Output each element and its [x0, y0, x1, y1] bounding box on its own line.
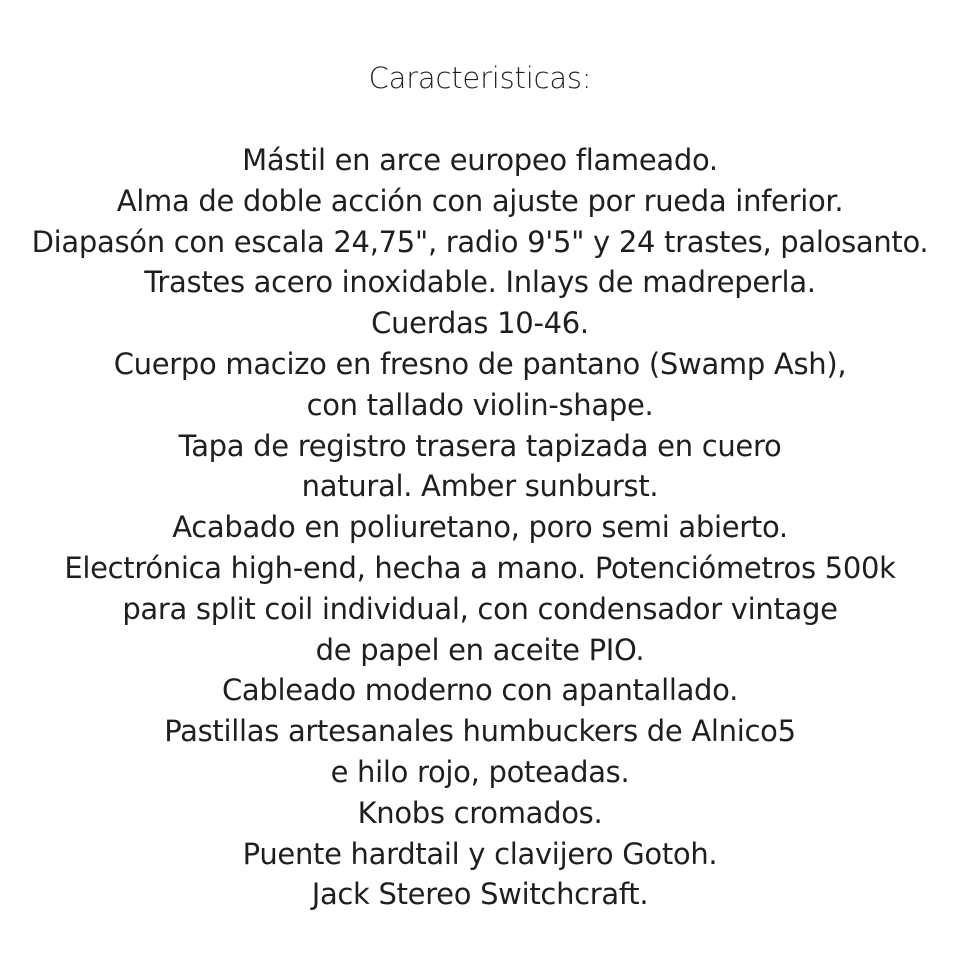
feature-line: Mástil en arce europeo flameado.: [242, 143, 718, 177]
feature-line: Alma de doble acción con ajuste por rueda inferior.: [116, 183, 844, 218]
feature-line: Acabado en poliuretano, poro semi abierto.: [172, 510, 788, 545]
feature-line: Cuerdas 10-46.: [371, 306, 589, 341]
feature-line: natural. Amber sunburst.: [301, 469, 659, 504]
feature-line: de papel en aceite PIO.: [315, 632, 645, 667]
feature-line: Puente hardtail y clavijero Gotoh.: [242, 836, 718, 871]
feature-line: Diapasón con escala 24,75", radio 9'5" y 24 trastes, palosanto.: [31, 224, 929, 259]
page-title: Caracteristicas:: [368, 61, 592, 95]
feature-line: Electrónica high-end, hecha a mano. Potenciómetros 500k: [64, 550, 896, 585]
feature-line: Tapa de registro trasera tapizada en cuero: [178, 428, 782, 463]
feature-line: Trastes acero inoxidable. Inlays de madreperla.: [144, 265, 816, 300]
feature-line: Pastillas artesanales humbuckers de Alnico5: [164, 714, 796, 749]
feature-line: para split coil individual, con condensador vintage: [122, 591, 838, 626]
feature-line: Cableado moderno con apantallado.: [221, 673, 739, 708]
features-list: [0, 140, 960, 915]
feature-line: e hilo rojo, poteadas.: [330, 754, 630, 789]
feature-line: Jack Stereo Switchcraft.: [311, 877, 649, 912]
feature-line: Knobs cromados.: [357, 795, 603, 830]
feature-line: Cuerpo macizo en fresno de pantano (Swamp Ash),: [113, 346, 847, 381]
feature-line: con tallado violin-shape.: [306, 387, 654, 422]
